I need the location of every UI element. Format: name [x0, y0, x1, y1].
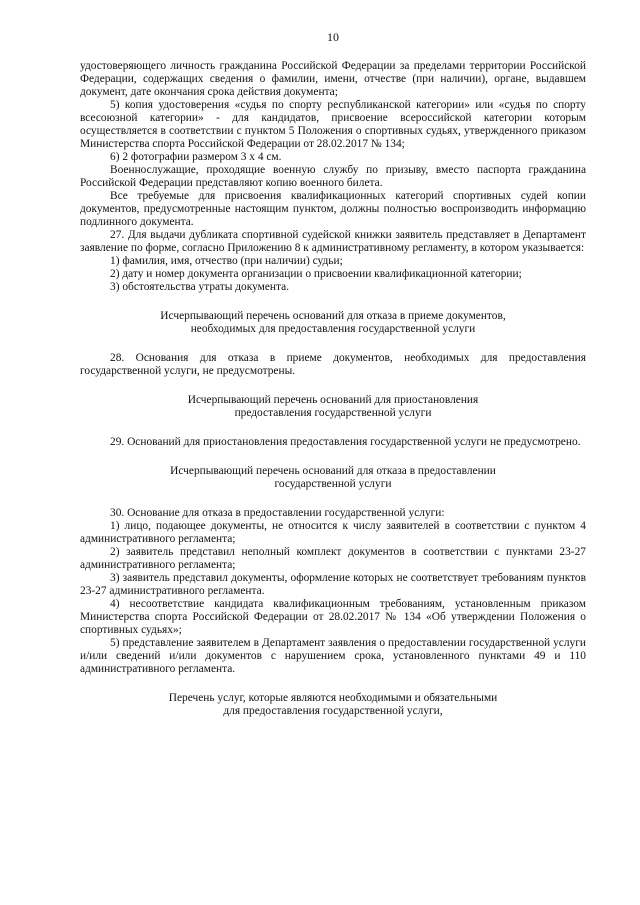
list-item-incomplete-documents: 2) заявитель представил неполный комплект документов в соответствии с пунктами 23-27 административного регламента; — [80, 546, 586, 571]
list-item-document-date: 2) дату и номер документа организации о присвоении квалификационной категории; — [110, 268, 522, 280]
paragraph-29-no-suspension: 29. Оснований для приостановления предоставления государственной услуги не предусмотрено. — [110, 436, 581, 448]
paragraph-30-refusal-grounds: 30. Основание для отказа в предоставлении государственной услуги: — [110, 507, 445, 519]
section-heading-refusal-service: Исчерпывающий перечень оснований для отказа в предоставлении государственной услуги — [170, 465, 496, 490]
paragraph-copies-requirement: Все требуемые для присвоения квалификационных категорий спортивных судей копии документов, предусмотренные настоящим пунктом, должны полностью воспроизводить информацию подлинного документа. — [80, 190, 586, 228]
list-item-loss-circumstances: 3) обстоятельства утраты документа. — [110, 281, 290, 293]
section-heading-refusal-acceptance: Исчерпывающий перечень оснований для отказа в приеме документов, необходимых для предоставления государственной услуги — [160, 310, 506, 335]
list-item-nonconforming-documents: 3) заявитель представил документы, оформление которых не соответствует требованиям пунктов 23-27 административного регламента. — [80, 572, 586, 597]
paragraph-27-duplicate-book: 27. Для выдачи дубликата спортивной судейской книжки заявитель представляет в Департамент заявление по форме, согласно Приложению 8 к административному регламенту, в котором указывается: — [80, 229, 586, 254]
paragraph-id-document-continuation: удостоверяющего личность гражданина Российской Федерации за пределами территории Российской Федерации, содержащих сведения о фамилии, имени, отчестве (при наличии), органе, выдавшем документ, дате окончания срока действия документа; — [80, 60, 586, 98]
document-body — [80, 60, 586, 718]
page-number: 10 — [327, 30, 339, 44]
list-item-full-name: 1) фамилия, имя, отчество (при наличии) судьи; — [110, 255, 343, 267]
paragraph-28-no-grounds: 28. Основания для отказа в приеме документов, необходимых для предоставления государственной услуги, не предусмотрены. — [80, 352, 586, 377]
section-heading-suspension: Исчерпывающий перечень оснований для приостановления предоставления государственной услуги — [187, 394, 479, 419]
paragraph-item-6-photos: 6) 2 фотографии размером 3 х 4 см. — [110, 151, 282, 163]
paragraph-military-personnel: Военнослужащие, проходящие военную службу по призыву, вместо паспорта гражданина Российской Федерации представляют копию военного билета. — [80, 164, 586, 189]
paragraph-item-5-certificate-copy: 5) копия удостоверения «судья по спорту республиканской категории» или «судья по спорту всесоюзной категории» - для кандидатов, присвоение всероссийской категории которым осуществляется в соответствии с пунктом 5 Положения о спортивных судьях, утвержденного приказом Министерства спорта Российской Федерации от 28.02.2017 № 134; — [80, 99, 586, 150]
list-item-qualification-mismatch: 4) несоответствие кандидата квалификационным требованиям, установленным приказом Министерства спорта Российской Федерации от 28.02.2017 № 134 «Об утверждении Положения о спортивных судьях»; — [80, 598, 586, 636]
list-item-not-applicant: 1) лицо, подающее документы, не относится к числу заявителей в соответствии с пунктом 4 административного регламента; — [80, 520, 586, 545]
list-item-deadline-violation: 5) представление заявителем в Департамент заявления о предоставлении государственной услуги и/или сведений и/или документов с нарушением срока, установленного пунктами 49 и 110 административного регламента. — [80, 637, 586, 675]
section-heading-required-services: Перечень услуг, которые являются необходимыми и обязательными для предоставления государственной услуги, — [168, 692, 498, 717]
